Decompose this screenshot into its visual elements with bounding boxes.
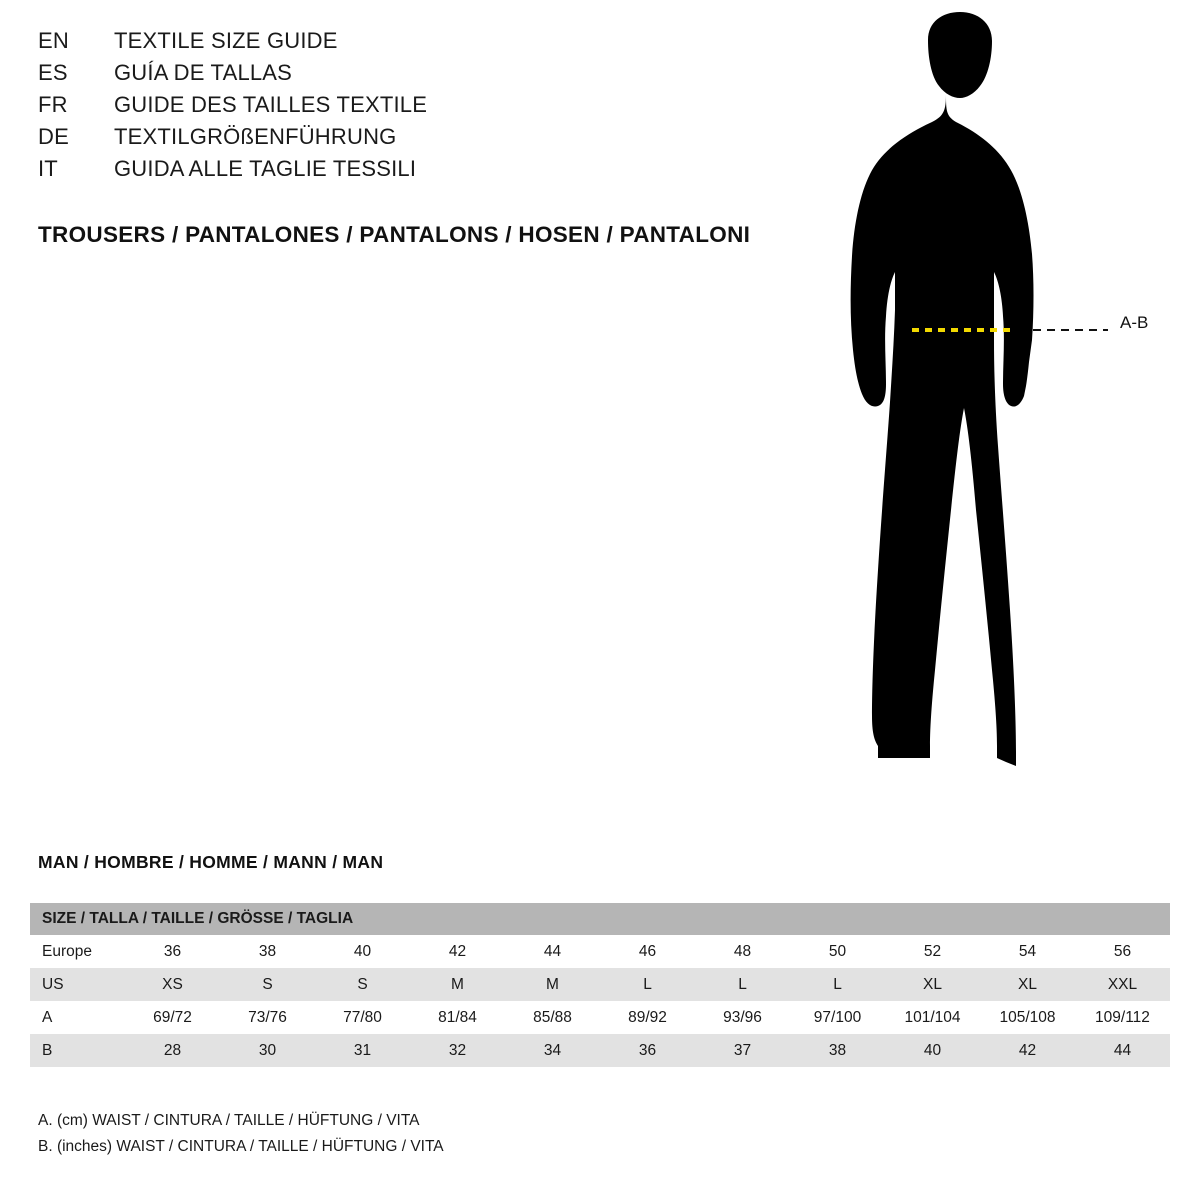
cell-us-1: S [220, 968, 315, 1001]
cell-us-7: L [790, 968, 885, 1001]
table-header-label: SIZE / TALLA / TAILLE / GRÖSSE / TAGLIA [30, 903, 1170, 935]
cell-us-2: S [315, 968, 410, 1001]
cell-b-7: 38 [790, 1034, 885, 1067]
row-label-us: US [30, 968, 125, 1001]
cell-europe-4: 44 [505, 935, 600, 968]
cell-europe-8: 52 [885, 935, 980, 968]
cell-us-9: XL [980, 968, 1075, 1001]
cell-a-3: 81/84 [410, 1001, 505, 1034]
language-row-de [38, 124, 798, 156]
measure-label-ab: A-B [1120, 313, 1149, 332]
cell-us-5: L [600, 968, 695, 1001]
cell-europe-5: 46 [600, 935, 695, 968]
cell-b-9: 42 [980, 1034, 1075, 1067]
cell-a-2: 77/80 [315, 1001, 410, 1034]
cell-a-1: 73/76 [220, 1001, 315, 1034]
cell-europe-6: 48 [695, 935, 790, 968]
language-row-it [38, 156, 798, 188]
cell-europe-10: 56 [1075, 935, 1170, 968]
cell-b-2: 31 [315, 1034, 410, 1067]
language-code-it: IT [38, 156, 58, 181]
language-text-it: GUIDA ALLE TAGLIE TESSILI [114, 156, 417, 181]
language-row-fr [38, 92, 798, 124]
language-code-de: DE [38, 124, 69, 149]
cell-us-4: M [505, 968, 600, 1001]
cell-a-5: 89/92 [600, 1001, 695, 1034]
cell-b-10: 44 [1075, 1034, 1170, 1067]
cell-europe-2: 40 [315, 935, 410, 968]
cell-b-6: 37 [695, 1034, 790, 1067]
footnote-b: B. (inches) WAIST / CINTURA / TAILLE / HÜFTUNG / VITA [38, 1138, 444, 1155]
row-label-b: B [30, 1034, 125, 1067]
table-header-row [30, 903, 1170, 935]
cell-a-9: 105/108 [980, 1001, 1075, 1034]
language-code-en: EN [38, 28, 69, 53]
language-text-es: GUÍA DE TALLAS [114, 60, 293, 85]
size-table [30, 903, 1170, 1067]
cell-us-3: M [410, 968, 505, 1001]
cell-a-4: 85/88 [505, 1001, 600, 1034]
cell-europe-9: 54 [980, 935, 1075, 968]
cell-a-10: 109/112 [1075, 1001, 1170, 1034]
row-label-europe: Europe [30, 935, 125, 968]
cell-b-4: 34 [505, 1034, 600, 1067]
silhouette-head-icon [928, 12, 992, 98]
row-label-a: A [30, 1001, 125, 1034]
cell-b-3: 32 [410, 1034, 505, 1067]
cell-us-6: L [695, 968, 790, 1001]
cell-a-7: 97/100 [790, 1001, 885, 1034]
language-header-list [38, 28, 798, 188]
footnote-a: A. (cm) WAIST / CINTURA / TAILLE / HÜFTUNG / VITA [38, 1112, 420, 1129]
cell-europe-3: 42 [410, 935, 505, 968]
cell-b-5: 36 [600, 1034, 695, 1067]
garment-title: TROUSERS / PANTALONES / PANTALONS / HOSEN / PANTALONI [38, 222, 751, 247]
language-row-en [38, 28, 798, 60]
cell-us-8: XL [885, 968, 980, 1001]
language-code-fr: FR [38, 92, 68, 117]
table-row [30, 1034, 1170, 1067]
language-row-es [38, 60, 798, 92]
footnotes [38, 1108, 444, 1160]
cell-us-0: XS [125, 968, 220, 1001]
table-section-title: MAN / HOMBRE / HOMME / MANN / MAN [38, 852, 384, 872]
language-text-fr: GUIDE DES TAILLES TEXTILE [114, 92, 428, 117]
cell-a-8: 101/104 [885, 1001, 980, 1034]
cell-b-8: 40 [885, 1034, 980, 1067]
language-code-es: ES [38, 60, 68, 85]
table-row [30, 968, 1170, 1001]
language-text-en: TEXTILE SIZE GUIDE [114, 28, 338, 53]
cell-europe-7: 50 [790, 935, 885, 968]
cell-europe-1: 38 [220, 935, 315, 968]
cell-europe-0: 36 [125, 935, 220, 968]
silhouette-body-icon [851, 94, 1034, 766]
body-silhouette-figure [820, 10, 1200, 800]
cell-a-6: 93/96 [695, 1001, 790, 1034]
table-row [30, 935, 1170, 968]
cell-a-0: 69/72 [125, 1001, 220, 1034]
table-row [30, 1001, 1170, 1034]
cell-us-10: XXL [1075, 968, 1170, 1001]
cell-b-1: 30 [220, 1034, 315, 1067]
language-text-de: TEXTILGRÖßENFÜHRUNG [114, 124, 397, 149]
cell-b-0: 28 [125, 1034, 220, 1067]
